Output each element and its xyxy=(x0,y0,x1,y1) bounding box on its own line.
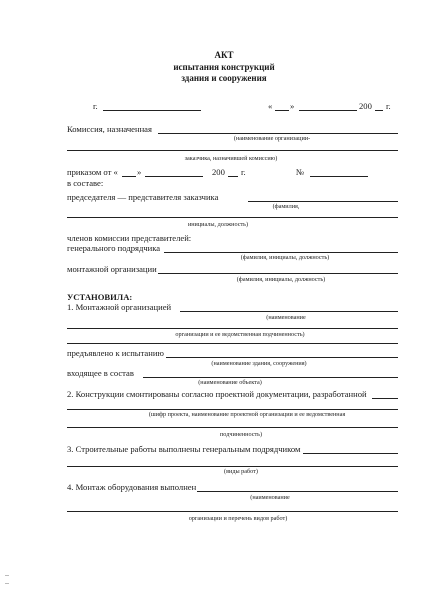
item3-field[interactable] xyxy=(303,453,398,454)
date-year-prefix: 200 xyxy=(359,101,372,111)
date-month-field[interactable] xyxy=(299,110,357,111)
item2-field-2[interactable] xyxy=(67,409,398,410)
chairman-field-2[interactable] xyxy=(67,217,398,218)
city-field[interactable] xyxy=(103,110,201,111)
item1-hint-name: (наименование xyxy=(266,314,306,321)
presented-field[interactable] xyxy=(166,357,398,358)
order-year-suffix: г. xyxy=(241,167,246,177)
item4-hint-org: организации и перечень видов работ) xyxy=(188,515,288,522)
assembly-org-hint: (фамилия, инициалы, должность) xyxy=(236,276,326,283)
commission-label: Комиссия, назначенная xyxy=(67,124,152,134)
commission-org-field-2[interactable] xyxy=(67,150,398,151)
presented-hint: (наименование здания, сооружения) xyxy=(211,360,307,367)
assembly-org-label: монтажной организации xyxy=(67,264,157,274)
presented-label: предъявлено к испытанию xyxy=(67,348,164,358)
item1-label: 1. Монтажной организацией xyxy=(67,302,172,312)
general-contractor-label: генерального подрядчика xyxy=(67,243,161,253)
item4-field[interactable] xyxy=(197,491,398,492)
included-field[interactable] xyxy=(143,377,398,378)
members-label: членов комиссии представителей: xyxy=(67,233,192,243)
chairman-field[interactable] xyxy=(248,201,398,202)
assembly-org-field[interactable] xyxy=(158,273,398,274)
date-close-quote: » xyxy=(290,101,295,111)
item2-field-3[interactable] xyxy=(67,427,398,428)
order-prefix: приказом от « xyxy=(67,167,118,177)
date-day-field[interactable] xyxy=(275,110,289,111)
chairman-hint-surname: (фамилия, xyxy=(272,203,300,210)
margin-mark xyxy=(5,583,9,584)
order-year-prefix: 200 xyxy=(212,167,225,177)
commission-hint-org: (наименование организации- xyxy=(233,135,311,142)
item2-field[interactable] xyxy=(372,398,398,399)
document-subtitle-2: здания и сооружения xyxy=(181,73,267,83)
item1-field[interactable] xyxy=(180,311,398,312)
document-title: АКТ xyxy=(214,50,234,60)
item4-hint-name: (наименование xyxy=(250,494,290,501)
established-heading: УСТАНОВИЛА: xyxy=(67,292,133,302)
included-hint: (наименование объекта) xyxy=(198,379,262,386)
item4-label: 4. Монтаж оборудования выполнен xyxy=(67,482,197,492)
item3-hint: (виды работ) xyxy=(224,468,258,475)
item3-field-2[interactable] xyxy=(67,466,398,467)
date-open-quote: « xyxy=(268,101,273,111)
date-year-field[interactable] xyxy=(375,110,383,111)
order-month-field[interactable] xyxy=(145,176,203,177)
city-prefix: г. xyxy=(93,101,98,111)
item2-hint-project: (шифр проекта, наименование проектной организации и ее ведомственная xyxy=(148,411,346,418)
item4-field-2[interactable] xyxy=(67,511,398,512)
item2-label: 2. Конструкции смонтированы согласно проектной документации, разработанной xyxy=(67,389,367,399)
item2-hint-sub: подчиненность) xyxy=(219,431,263,438)
date-year-suffix: г. xyxy=(386,101,391,111)
included-label: входящее в состав xyxy=(67,368,134,378)
commission-hint-customer: заказчика, назначившей комиссию) xyxy=(184,155,278,162)
chairman-hint-initials: инициалы, должность) xyxy=(187,221,249,228)
order-close-quote: » xyxy=(137,167,142,177)
order-number-field[interactable] xyxy=(310,176,368,177)
item1-field-2[interactable] xyxy=(67,328,398,329)
order-number-label: № xyxy=(296,167,305,177)
document-subtitle: испытания конструкций xyxy=(173,62,275,72)
item3-label: 3. Строительные работы выполнены генеральным подрядчиком xyxy=(67,444,301,454)
composition-label: в составе: xyxy=(67,178,104,188)
commission-org-field[interactable] xyxy=(158,133,398,134)
order-day-field[interactable] xyxy=(122,176,136,177)
general-contractor-field[interactable] xyxy=(164,252,398,253)
item1-field-3[interactable] xyxy=(67,343,398,344)
item1-hint-org: организации и ее ведомственная подчиненность) xyxy=(175,331,305,338)
general-contractor-hint: (фамилия, инициалы, должность) xyxy=(240,254,330,261)
chairman-label: председателя — представителя заказчика xyxy=(67,192,219,202)
margin-mark xyxy=(5,575,9,576)
order-year-field[interactable] xyxy=(228,176,238,177)
